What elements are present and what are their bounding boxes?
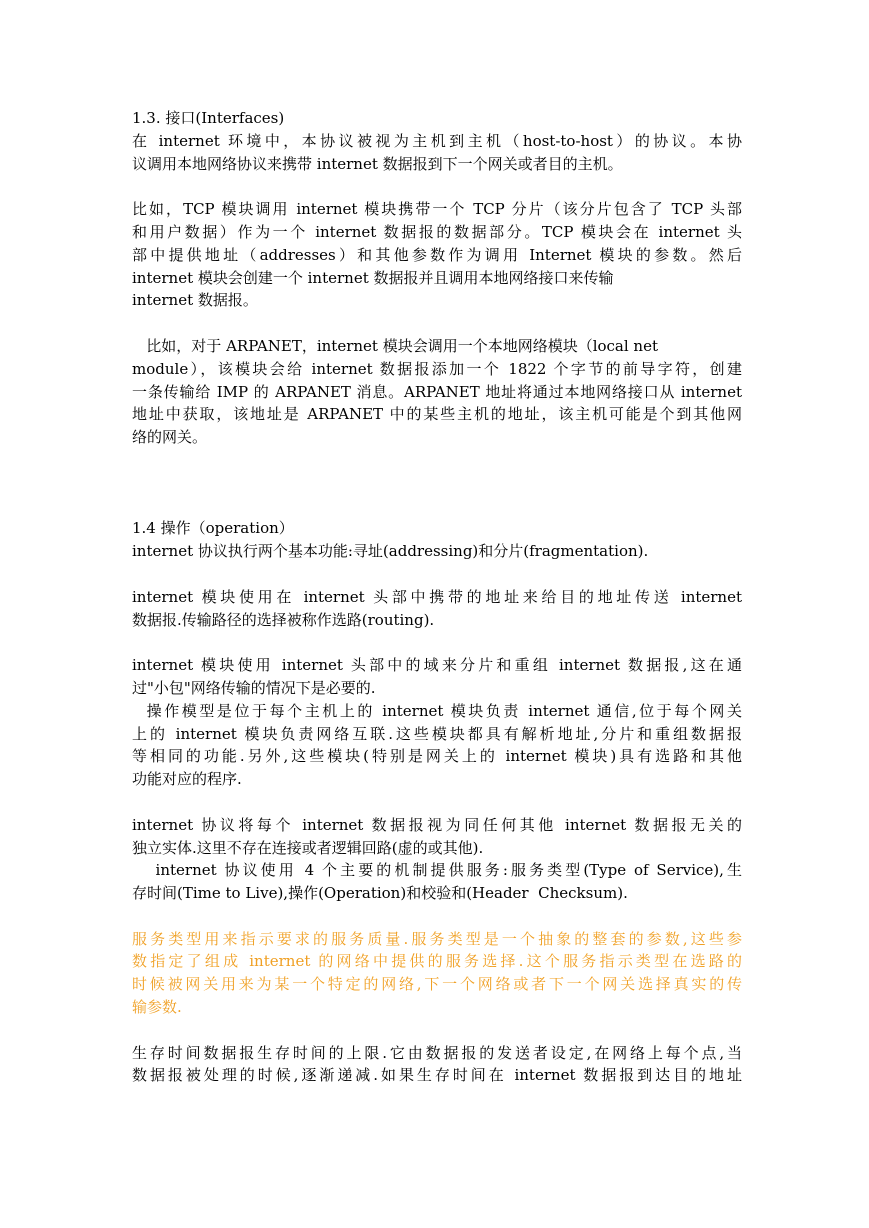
paragraph-gap bbox=[132, 1019, 742, 1042]
document-body bbox=[132, 107, 742, 1087]
paragraph-line: internet 模块会创建一个 internet 数据报并且调用本地网络接口来传输 bbox=[132, 268, 614, 287]
section-gap bbox=[132, 495, 742, 518]
paragraph-line: 地址中获取，该地址是 ARPANET 中的某些主机的地址，该主机可能是个到其他网 bbox=[132, 405, 742, 424]
paragraph-line: 一条传输给 IMP 的 ARPANET 消息。ARPANET 地址将通过本地网络接口从 internet bbox=[132, 382, 742, 401]
paragraph-line: 议调用本地网络协议来携带 internet 数据报到下一个网关或者目的主机。 bbox=[132, 154, 623, 173]
paragraph-line: internet 协议将每个 internet 数据报视为同任何其他 internet 数据报无关的 bbox=[132, 815, 742, 834]
paragraph-gap bbox=[132, 563, 742, 586]
paragraph-line: 和用户数据）作为一个 internet 数据报的数据部分。TCP 模块会在 internet 头 bbox=[132, 222, 742, 241]
section-heading: 1.3. 接口(Interfaces) bbox=[132, 109, 285, 127]
paragraph-line: 生存时间数据报生存时间的上限.它由数据报的发送者设定,在网络上每个点,当 bbox=[132, 1043, 742, 1062]
paragraph-line: module），该模块会给 internet 数据报添加一个 1822 个字节的前导字符，创建 bbox=[132, 359, 742, 378]
highlighted-paragraph-line: 时候被网关用来为某一个特定的网络,下一个网络或者下一个网关选择真实的传 bbox=[132, 975, 742, 994]
paragraph-line: 比如，对于 ARPANET，internet 模块会调用一个本地网络模块（local net bbox=[132, 336, 658, 355]
highlighted-paragraph-line: 数指定了组成 internet 的网络中提供的服务选择.这个服务指示类型在选路的 bbox=[132, 952, 742, 971]
paragraph-line: 部中提供地址（addresses）和其他参数作为调用 Internet 模块的参数。然后 bbox=[132, 245, 742, 264]
section-gap bbox=[132, 472, 742, 495]
paragraph-line: 存时间(Time to Live),操作(Operation)和校验和(Header Checksum). bbox=[132, 884, 628, 903]
highlighted-paragraph-line: 服务类型用来指示要求的服务质量.服务类型是一个抽象的整套的参数,这些参 bbox=[132, 929, 742, 948]
paragraph-gap bbox=[132, 631, 742, 654]
paragraph-line: 独立实体.这里不存在连接或者逻辑回路(虚的或其他). bbox=[132, 838, 484, 857]
paragraph-line: 比如，TCP 模块调用 internet 模块携带一个 TCP 分片（该分片包含了 TCP 头部 bbox=[132, 200, 742, 219]
paragraph-line: 操作模型是位于每个主机上的 internet 模块负责 internet 通信,位于每个网关 bbox=[132, 701, 742, 720]
section-gap bbox=[132, 449, 742, 472]
paragraph-line: internet 协议使用 4 个主要的机制提供服务:服务类型(Type of Service),生 bbox=[132, 861, 742, 880]
paragraph-gap bbox=[132, 791, 742, 814]
paragraph-line: 在 internet 环境中，本协议被视为主机到主机（host-to-host）的协议。本协 bbox=[132, 131, 742, 150]
paragraph-gap bbox=[132, 175, 742, 198]
paragraph-line: 上的 internet 模块负责网络互联.这些模块都具有解析地址,分片和重组数据报 bbox=[132, 724, 742, 743]
paragraph-line: internet 数据报。 bbox=[132, 291, 258, 310]
paragraph-line: 等相同的功能.另外,这些模块(特别是网关上的 internet 模块)具有选路和其他 bbox=[132, 747, 742, 766]
paragraph-line: internet 模块使用在 internet 头部中携带的地址来给目的地址传送 internet bbox=[132, 587, 742, 606]
paragraph-line: 络的网关。 bbox=[132, 428, 208, 447]
highlighted-paragraph-line: 输参数. bbox=[132, 998, 182, 1017]
paragraph-gap bbox=[132, 312, 742, 335]
paragraph-line: 过"小包"网络传输的情况下是必要的. bbox=[132, 678, 376, 697]
paragraph-line: internet 模块使用 internet 头部中的域来分片和重组 internet 数据报,这在通 bbox=[132, 656, 742, 675]
paragraph-line: 数据报被处理的时候,逐渐递减.如果生存时间在 internet 数据报到达目的地址 bbox=[132, 1066, 742, 1085]
section-heading: 1.4 操作（operation） bbox=[132, 519, 294, 538]
paragraph-line: 功能对应的程序. bbox=[132, 770, 242, 789]
paragraph-line: internet 协议执行两个基本功能:寻址(addressing)和分片(fragmentation). bbox=[132, 542, 649, 561]
paragraph-line: 数据报.传输路径的选择被称作选路(routing). bbox=[132, 610, 435, 629]
paragraph-gap bbox=[132, 905, 742, 928]
